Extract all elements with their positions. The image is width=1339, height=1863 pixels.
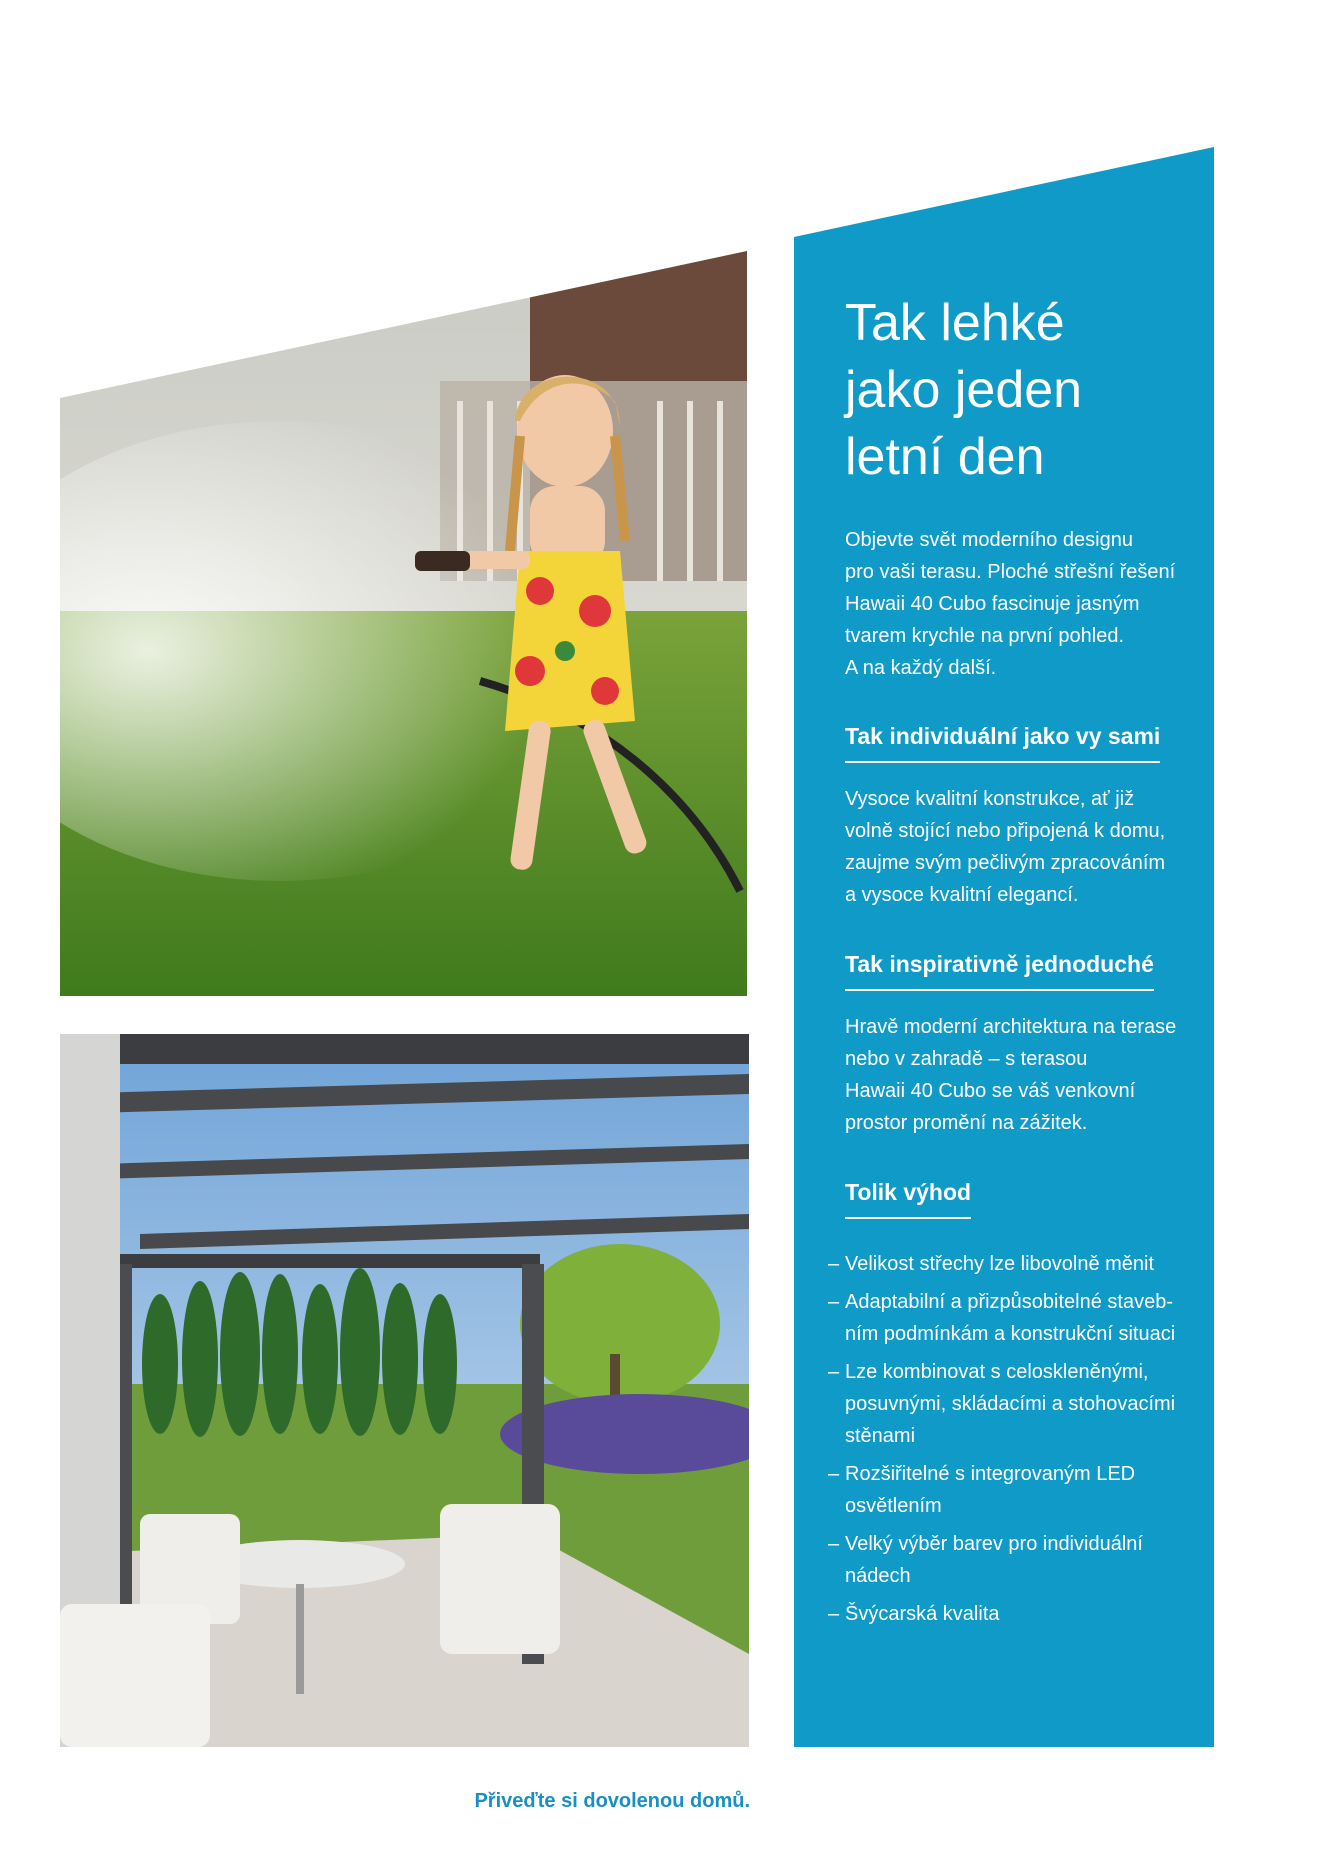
text-line: Hawaii 40 Cubo se váš venkovní: [845, 1080, 1136, 1102]
headline-line: jako jeden: [845, 361, 1083, 419]
intro-line: pro vaši terasu. Ploché střešní řešení: [845, 561, 1176, 583]
list-item: [828, 1598, 1203, 1630]
list-item-text: Velikost střechy lze libovolně měnit: [845, 1253, 1155, 1275]
section-title-benefits: Tolik výhod: [845, 1177, 971, 1219]
list-item-text: Rozšiřitelné s integrovaným LED: [845, 1463, 1136, 1485]
intro-text: [845, 524, 1205, 684]
list-item-text: Lze kombinovat s celoskleněnými,: [845, 1361, 1149, 1383]
intro-line: Hawaii 40 Cubo fascinuje jasným: [845, 593, 1140, 615]
list-item: [828, 1248, 1203, 1280]
dash-bullet: –: [828, 1361, 840, 1383]
text-line: Hravě moderní architektura na terase: [845, 1016, 1177, 1038]
text-line: nebo v zahradě – s terasou: [845, 1048, 1088, 1070]
list-item: [828, 1528, 1203, 1592]
section-text-inspirational: [845, 1011, 1205, 1139]
footer-tagline: Přiveďte si dovolenou domů.: [474, 1790, 750, 1812]
benefits-list: [828, 1248, 1203, 1636]
list-item-text: ním podmínkám a konstrukční situaci: [845, 1323, 1176, 1345]
intro-line: Objevte svět moderního designu: [845, 529, 1133, 551]
text-line: prostor promění na zážitek.: [845, 1112, 1088, 1134]
photo-terrace-pergola: [60, 1034, 749, 1747]
list-item: [828, 1356, 1203, 1452]
list-item: [828, 1286, 1203, 1350]
intro-line: A na každý další.: [845, 657, 997, 679]
dash-bullet: –: [828, 1603, 840, 1625]
list-item-text: nádech: [845, 1565, 911, 1587]
dash-bullet: –: [828, 1463, 840, 1485]
headline-line: Tak lehké: [845, 294, 1065, 352]
list-item-text: posuvnými, skládacími a stohovacími: [845, 1393, 1176, 1415]
headline-line: letní den: [845, 428, 1045, 486]
section-text-individual: [845, 783, 1205, 911]
dash-bullet: –: [828, 1533, 840, 1555]
text-line: volně stojící nebo připojená k domu,: [845, 820, 1166, 842]
section-title-inspirational: Tak inspirativně jednoduché: [845, 949, 1154, 991]
text-line: zaujme svým pečlivým zpracováním: [845, 852, 1166, 874]
list-item-text: Švýcarská kvalita: [845, 1603, 1000, 1625]
text-line: Vysoce kvalitní konstrukce, ať již: [845, 788, 1135, 810]
intro-line: tvarem krychle na první pohled.: [845, 625, 1125, 647]
headline: [845, 290, 1205, 491]
list-item: [828, 1458, 1203, 1522]
list-item-text: stěnami: [845, 1425, 916, 1447]
text-line: a vysoce kvalitní elegancí.: [845, 884, 1079, 906]
photo-girl-watering-lawn: [60, 251, 747, 996]
dash-bullet: –: [828, 1253, 840, 1275]
list-item-text: Adaptabilní a přizpůsobitelné staveb-: [845, 1291, 1173, 1313]
section-title-individual: Tak individuální jako vy sami: [845, 721, 1160, 763]
dash-bullet: –: [828, 1291, 840, 1313]
list-item-text: Velký výběr barev pro individuální: [845, 1533, 1143, 1555]
list-item-text: osvětlením: [845, 1495, 942, 1517]
